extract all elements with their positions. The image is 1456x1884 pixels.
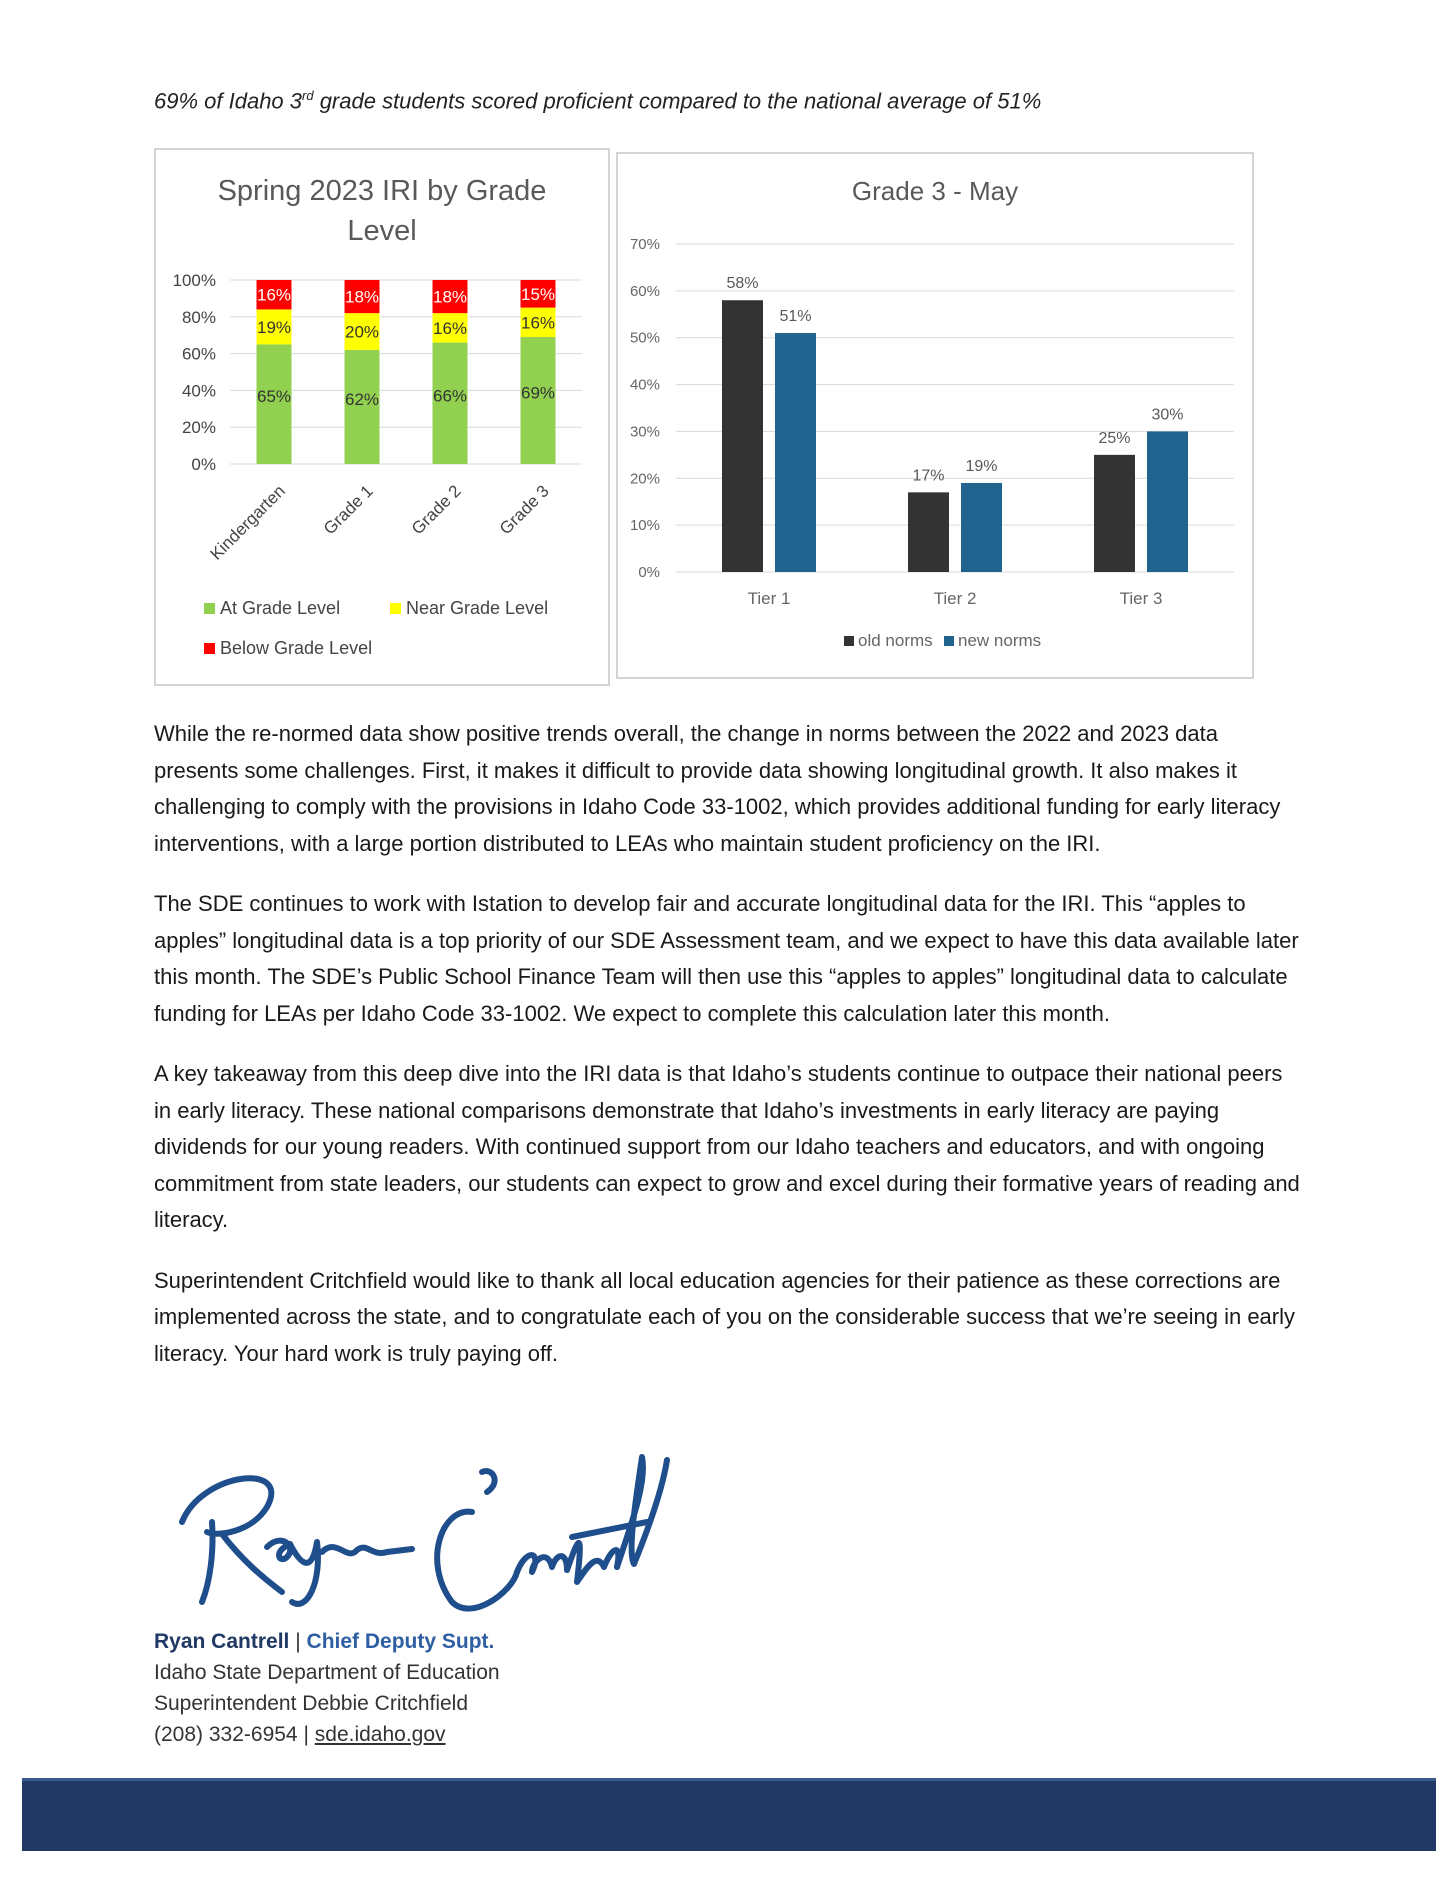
y-tick-label: 20% (629, 470, 660, 488)
paragraph-istation: The SDE continues to work with Istation to develop fair and accurate longitudinal data for the IRI. This “apples to apples” longitudinal data is a top priority of our SDE Assessment team, and we expect to have this data available later this month. The SDE’s Public School Finance Team will then use this “apples to apples” longitudinal data to calculate funding for LEAs per Idaho Code 33-1002. We expect to complete this calculation later this month. (154, 891, 1299, 1026)
category-label: Tier 3 (1119, 589, 1163, 608)
bar (908, 492, 949, 572)
paragraph-renormed-data: While the re-normed data show positive trends overall, the change in norms between the 2022 and 2023 data presents some challenges. First, it makes it difficult to provide data showing longitudinal growth. It also makes it challenging to comply with the provisions in Idaho Code 33-1002, which provides additional funding for early literacy interventions, with a large portion distributed to LEAs who maintain student proficiency on the IRI. (154, 721, 1281, 856)
data-label: 15% (520, 284, 556, 304)
data-label: 62% (344, 389, 380, 409)
data-label: 19% (256, 317, 292, 337)
contact-separator: | (303, 1723, 309, 1746)
data-label: 19% (965, 457, 998, 475)
signature-name-line (154, 1626, 500, 1657)
y-tick-label: 100% (172, 271, 216, 290)
y-tick-label: 40% (181, 381, 216, 401)
data-label: 18% (432, 287, 468, 307)
y-tick-label: 40% (629, 376, 660, 394)
chart-title-line1: Spring 2023 IRI by Grade (217, 175, 547, 207)
data-label: 16% (256, 285, 292, 305)
iri-grade-level-chart-svg (156, 150, 608, 684)
y-tick-label: 0% (638, 564, 660, 581)
iri-grade-level-chart (154, 148, 610, 686)
legend-swatch (844, 636, 854, 646)
category-label: Kindergarten (206, 481, 289, 564)
legend-swatch (204, 643, 215, 654)
y-tick-label: 10% (629, 517, 660, 535)
y-tick-label: 30% (629, 423, 660, 441)
data-label: 58% (726, 275, 759, 293)
legend-label: At Grade Level (220, 598, 341, 618)
y-tick-label: 60% (181, 344, 216, 364)
grade3-may-chart-svg (618, 154, 1252, 677)
legend-label: new norms (958, 631, 1042, 650)
intro-suffix: grade students scored proficient compared to the national average of 51% (313, 88, 1042, 114)
grade3-may-chart (616, 152, 1254, 679)
category-label: Grade 2 (407, 481, 465, 539)
y-tick-label: 20% (181, 418, 216, 438)
paragraph-thanks: Superintendent Critchfield would like to thank all local education agencies for their patience as these corrections are implemented across the state, and to congratulate each of you on the considerable success that we’re seeing in early literacy. Your hard work is truly paying off. (154, 1267, 1296, 1366)
phone-number: (208) 332-6954 (154, 1723, 298, 1746)
handwritten-signature (172, 1452, 672, 1622)
bar (1147, 431, 1188, 572)
intro-prefix: 69% of Idaho 3 (154, 88, 303, 114)
y-tick-label: 80% (181, 307, 216, 327)
data-label: 18% (344, 287, 380, 307)
paragraph-key-takeaway: A key takeaway from this deep dive into the IRI data is that Idaho’s students continue to outpace their national peers in early literacy. These national comparisons demonstrate that Idaho’s investments in early literacy are paying dividends for our young readers. With continued support from our Idaho teachers and educators, and with ongoing commitment from state leaders, our students can expect to grow and excel during their formative years of reading and literacy. (154, 1061, 1300, 1232)
legend-label: Below Grade Level (220, 638, 373, 658)
legend-swatch (204, 603, 215, 614)
contact-line (154, 1719, 500, 1750)
data-label: 51% (779, 308, 812, 326)
intro-superscript: rd (302, 88, 314, 103)
organization: Idaho State Department of Education (154, 1661, 500, 1684)
name-separator: | (295, 1630, 301, 1653)
chart-title: Grade 3 - May (851, 176, 1019, 206)
data-label: 25% (1098, 429, 1131, 447)
y-tick-label: 0% (191, 455, 216, 474)
legend-label: Near Grade Level (406, 598, 549, 618)
body-text (154, 716, 1304, 1396)
legend-swatch (944, 636, 954, 646)
intro-statement (154, 88, 1041, 114)
chart-title-line2: Level (347, 215, 417, 247)
signature-block (154, 1626, 500, 1750)
signer-name: Ryan Cantrell (154, 1630, 290, 1653)
bar (961, 483, 1002, 572)
data-label: 16% (432, 318, 468, 338)
website-link[interactable]: sde.idaho.gov (314, 1723, 446, 1746)
data-label: 65% (256, 387, 292, 407)
data-label: 17% (912, 467, 945, 485)
category-label: Tier 1 (747, 589, 791, 608)
bar (775, 333, 816, 572)
data-label: 69% (520, 383, 556, 403)
superintendent-line: Superintendent Debbie Critchfield (154, 1692, 469, 1715)
legend-swatch (390, 603, 401, 614)
category-label: Grade 1 (319, 481, 377, 539)
y-tick-label: 50% (629, 329, 660, 347)
footer-bar (22, 1778, 1436, 1851)
y-tick-label: 70% (629, 236, 660, 253)
data-label: 20% (344, 322, 380, 342)
signer-title: Chief Deputy Supt. (306, 1630, 495, 1653)
data-label: 30% (1151, 406, 1184, 424)
bar (1094, 455, 1135, 572)
bar (722, 300, 763, 572)
category-label: Grade 3 (495, 481, 553, 539)
legend-label: old norms (858, 631, 933, 650)
data-label: 66% (432, 386, 468, 406)
category-label: Tier 2 (933, 589, 977, 608)
y-tick-label: 60% (629, 282, 660, 300)
data-label: 16% (520, 313, 556, 333)
